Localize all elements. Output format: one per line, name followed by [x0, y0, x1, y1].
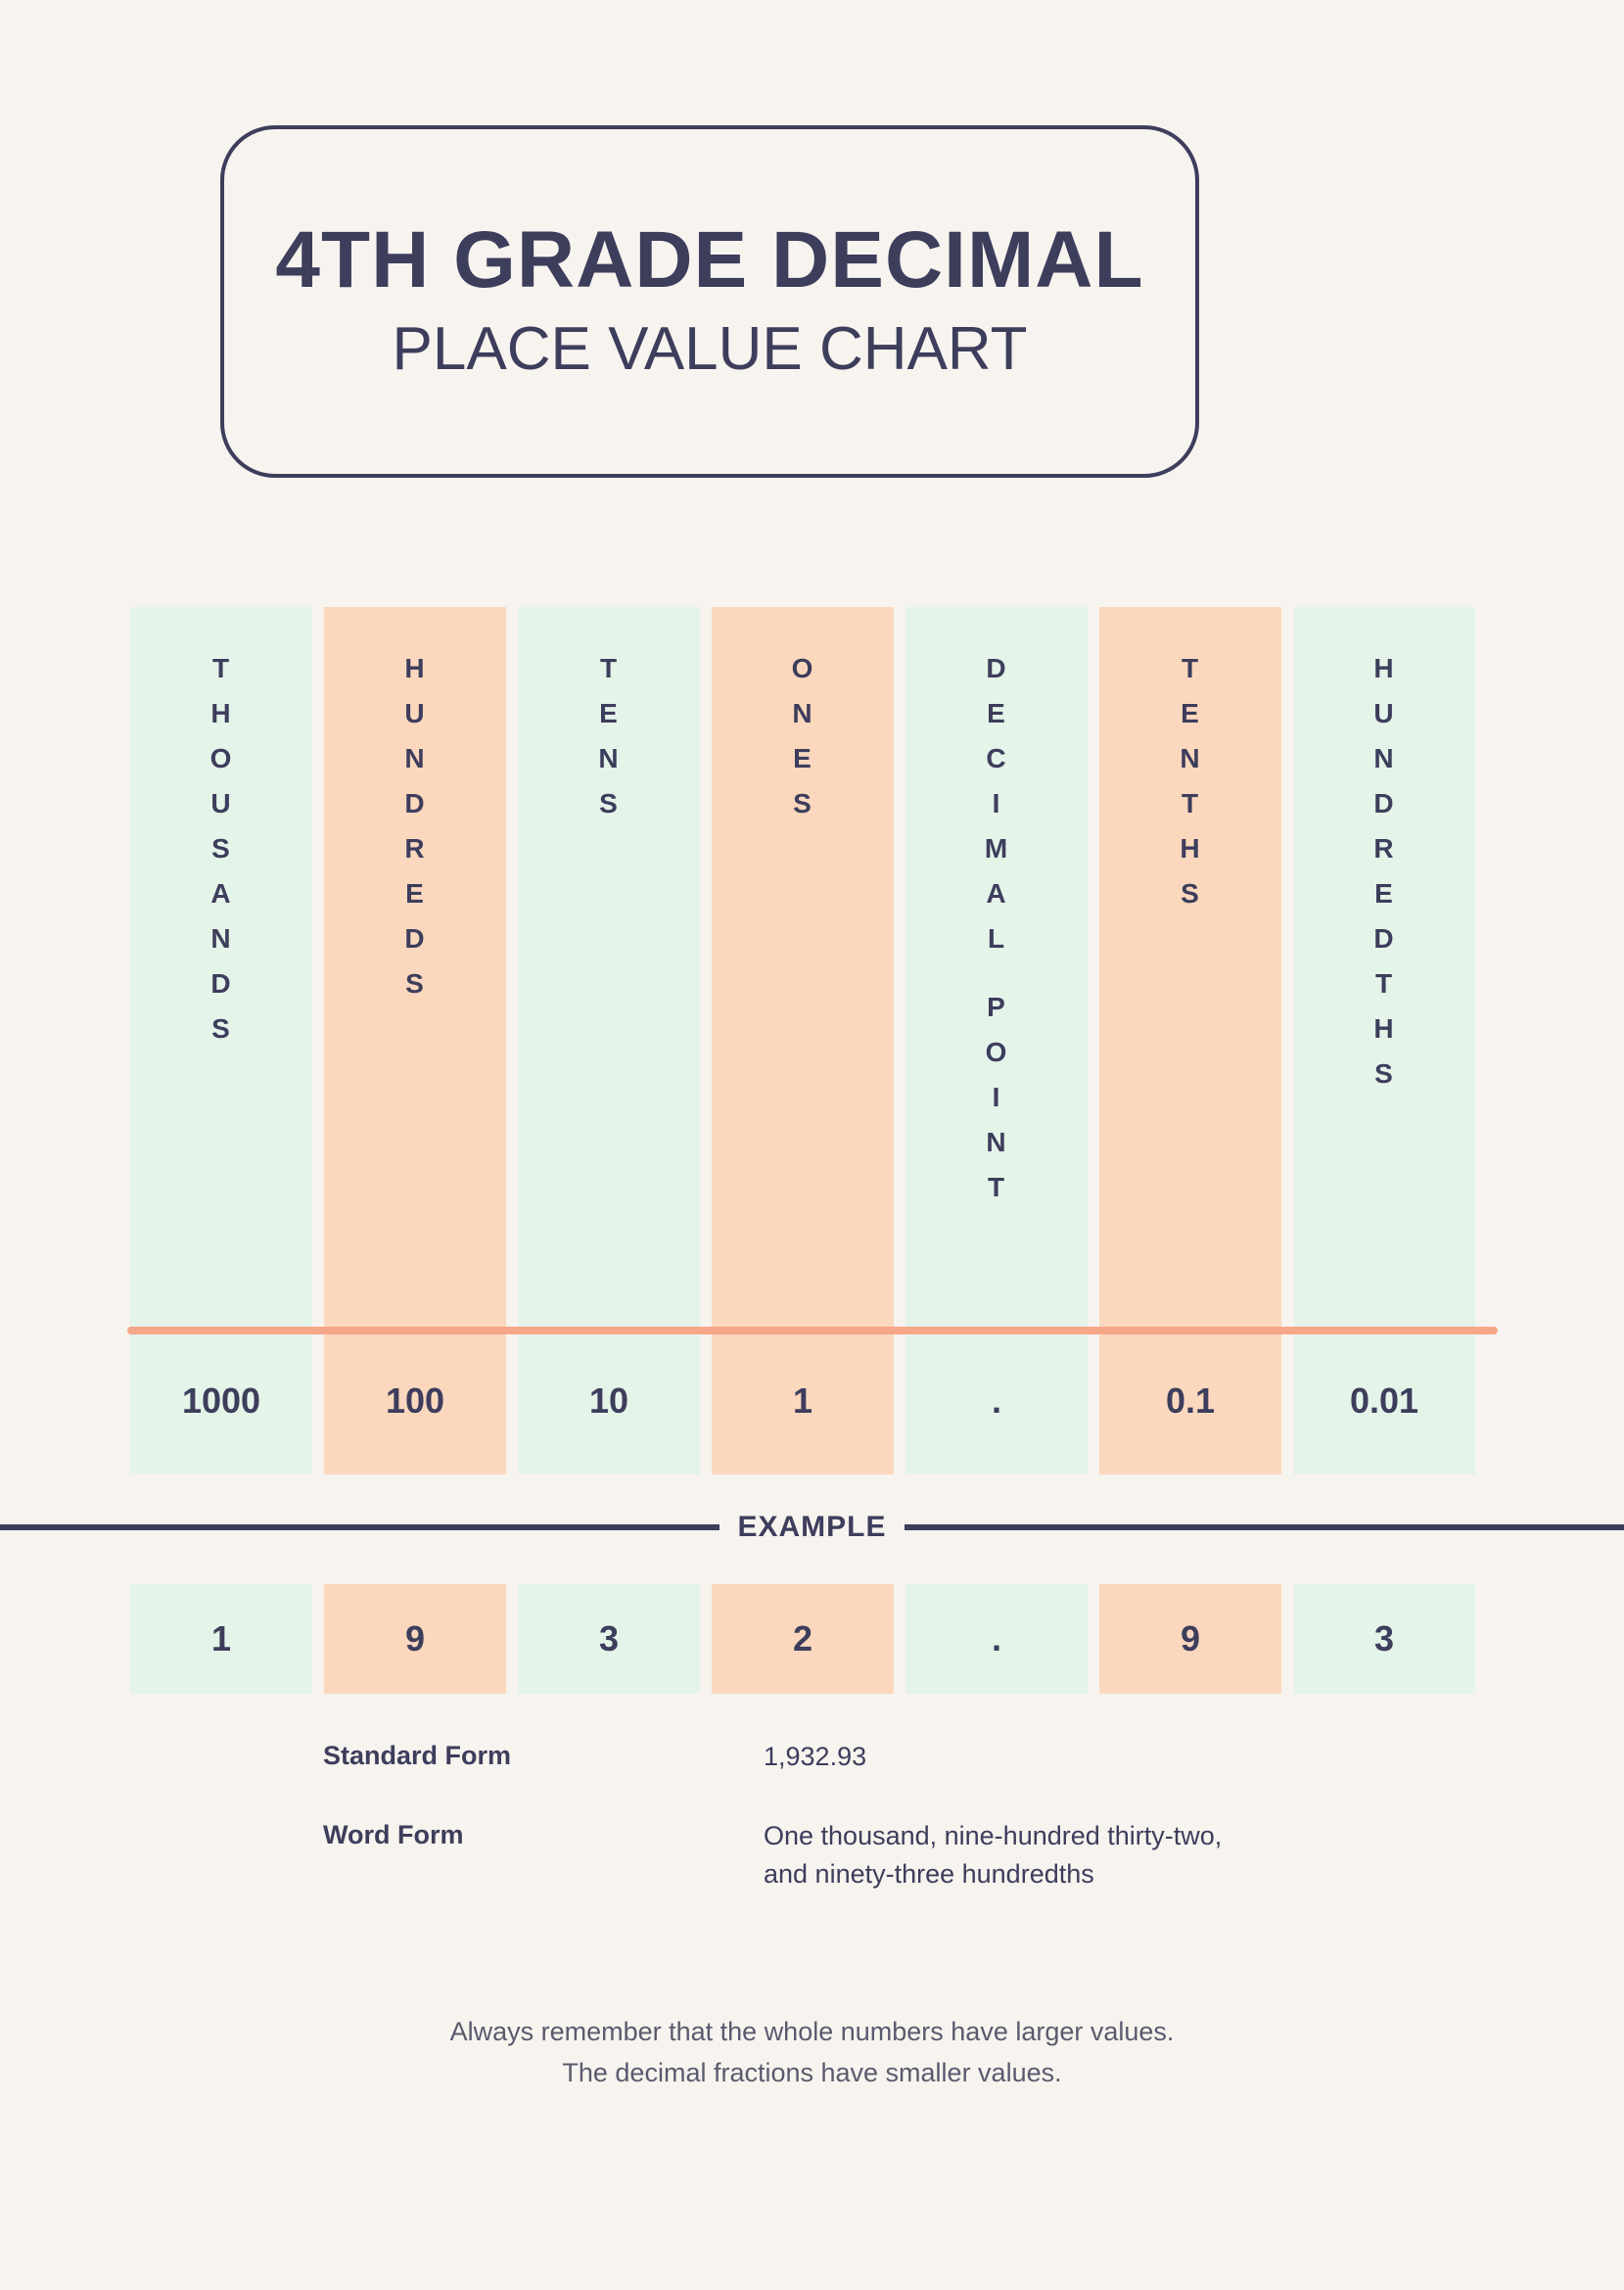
example-digits-row — [130, 1584, 1493, 1694]
header-letter: S — [211, 1013, 231, 1044]
header-letter: N — [792, 698, 813, 728]
page-title: 4TH GRADE DECIMAL — [275, 215, 1144, 305]
standard-form-row — [323, 1738, 1400, 1776]
header-letter: E — [1374, 878, 1394, 909]
header-letter: N — [1180, 743, 1201, 773]
example-digit-tenths: 9 — [1099, 1584, 1281, 1694]
header-letter: O — [791, 653, 814, 683]
example-digit-ones: 2 — [712, 1584, 894, 1694]
word-form-row — [323, 1817, 1400, 1893]
header-letter: H — [1373, 653, 1395, 683]
header-letter: R — [1373, 833, 1395, 864]
example-digit-decimal-point: . — [905, 1584, 1088, 1694]
header-letter: N — [210, 923, 232, 954]
header-letter: N — [404, 743, 426, 773]
column-header-thousands — [130, 607, 312, 1328]
place-value-tenths: 0.1 — [1099, 1328, 1281, 1474]
standard-form-label: Standard Form — [323, 1741, 512, 1770]
place-value-ones: 1 — [712, 1328, 894, 1474]
header-letter: S — [599, 788, 619, 818]
header-letter: E — [405, 878, 425, 909]
place-value-hundredths: 0.01 — [1293, 1328, 1475, 1474]
header-letter: H — [404, 653, 426, 683]
header-letter: P — [987, 992, 1006, 1022]
header-letter: D — [210, 968, 232, 999]
example-digit-tens: 3 — [518, 1584, 700, 1694]
word-form-value-line2: and ninety-three hundredths — [764, 1859, 1094, 1890]
page-subtitle: PLACE VALUE CHART — [392, 315, 1028, 384]
standard-form-value: 1,932.93 — [764, 1742, 867, 1771]
header-letter: N — [598, 743, 620, 773]
header-letter: A — [210, 878, 232, 909]
header-letter: S — [405, 968, 425, 999]
header-letter: S — [1374, 1058, 1394, 1089]
word-form-label: Word Form — [323, 1820, 464, 1850]
header-letter: N — [1373, 743, 1395, 773]
column-header-decimal-point — [905, 607, 1088, 1328]
column-header-tenths — [1099, 607, 1281, 1328]
header-letter: E — [987, 698, 1006, 728]
example-digit-thousands: 1 — [130, 1584, 312, 1694]
place-value-decimal-point: . — [905, 1328, 1088, 1474]
orange-divider — [127, 1327, 1498, 1334]
word-form-value — [764, 1817, 1222, 1893]
header-letter: D — [404, 923, 426, 954]
column-thousands — [130, 607, 312, 1474]
header-letter: T — [987, 1172, 1006, 1202]
column-tens — [518, 607, 700, 1474]
separator-bar-right — [905, 1524, 1624, 1530]
header-letter: N — [986, 1127, 1007, 1157]
header-letter: E — [599, 698, 619, 728]
column-header-tens — [518, 607, 700, 1328]
footnote — [0, 2012, 1624, 2094]
place-value-hundreds: 100 — [324, 1328, 506, 1474]
header-letter: D — [1373, 788, 1395, 818]
column-decimal-point — [905, 607, 1088, 1474]
header-letter: T — [599, 653, 619, 683]
forms-section — [323, 1738, 1400, 1935]
header-letter: E — [1181, 698, 1200, 728]
place-value-columns — [130, 607, 1493, 1474]
header-letter: T — [1181, 788, 1200, 818]
header-letter: T — [1374, 968, 1394, 999]
header-letter: A — [986, 878, 1007, 909]
header-letter: T — [1181, 653, 1200, 683]
separator-bar-left — [0, 1524, 719, 1530]
example-label: EXAMPLE — [737, 1511, 887, 1543]
header-letter: U — [210, 788, 232, 818]
place-value-tens: 10 — [518, 1328, 700, 1474]
header-letter: D — [1373, 923, 1395, 954]
column-header-hundreds — [324, 607, 506, 1328]
header-letter: U — [404, 698, 426, 728]
column-header-ones — [712, 607, 894, 1328]
header-letter: H — [1180, 833, 1201, 864]
column-hundredths — [1293, 607, 1475, 1474]
header-letter: L — [987, 923, 1006, 954]
header-letter: D — [986, 653, 1007, 683]
header-letter: E — [793, 743, 812, 773]
example-separator — [0, 1508, 1624, 1547]
column-tenths — [1099, 607, 1281, 1474]
header-letter: H — [210, 698, 232, 728]
header-letter: I — [992, 1082, 1001, 1112]
header-letter: O — [985, 1037, 1008, 1067]
header-letter: D — [404, 788, 426, 818]
footnote-line2: The decimal fractions have smaller values. — [562, 2057, 1062, 2087]
footnote-line1: Always remember that the whole numbers have larger values. — [449, 2017, 1175, 2046]
header-letter: S — [211, 833, 231, 864]
column-ones — [712, 607, 894, 1474]
header-letter: C — [986, 743, 1007, 773]
header-letter: U — [1373, 698, 1395, 728]
column-hundreds — [324, 607, 506, 1474]
header-letter: O — [209, 743, 233, 773]
header-letter: T — [211, 653, 231, 683]
example-digit-hundredths: 3 — [1293, 1584, 1475, 1694]
header-letter: S — [1181, 878, 1200, 909]
header-letter: S — [793, 788, 812, 818]
title-box — [220, 125, 1199, 478]
header-letter: M — [984, 833, 1009, 864]
header-letter: I — [992, 788, 1001, 818]
column-header-hundredths — [1293, 607, 1475, 1328]
example-digit-hundreds: 9 — [324, 1584, 506, 1694]
word-form-value-line1: One thousand, nine-hundred thirty-two, — [764, 1821, 1223, 1851]
place-value-thousands: 1000 — [130, 1328, 312, 1474]
header-letter: R — [404, 833, 426, 864]
header-letter: H — [1373, 1013, 1395, 1044]
